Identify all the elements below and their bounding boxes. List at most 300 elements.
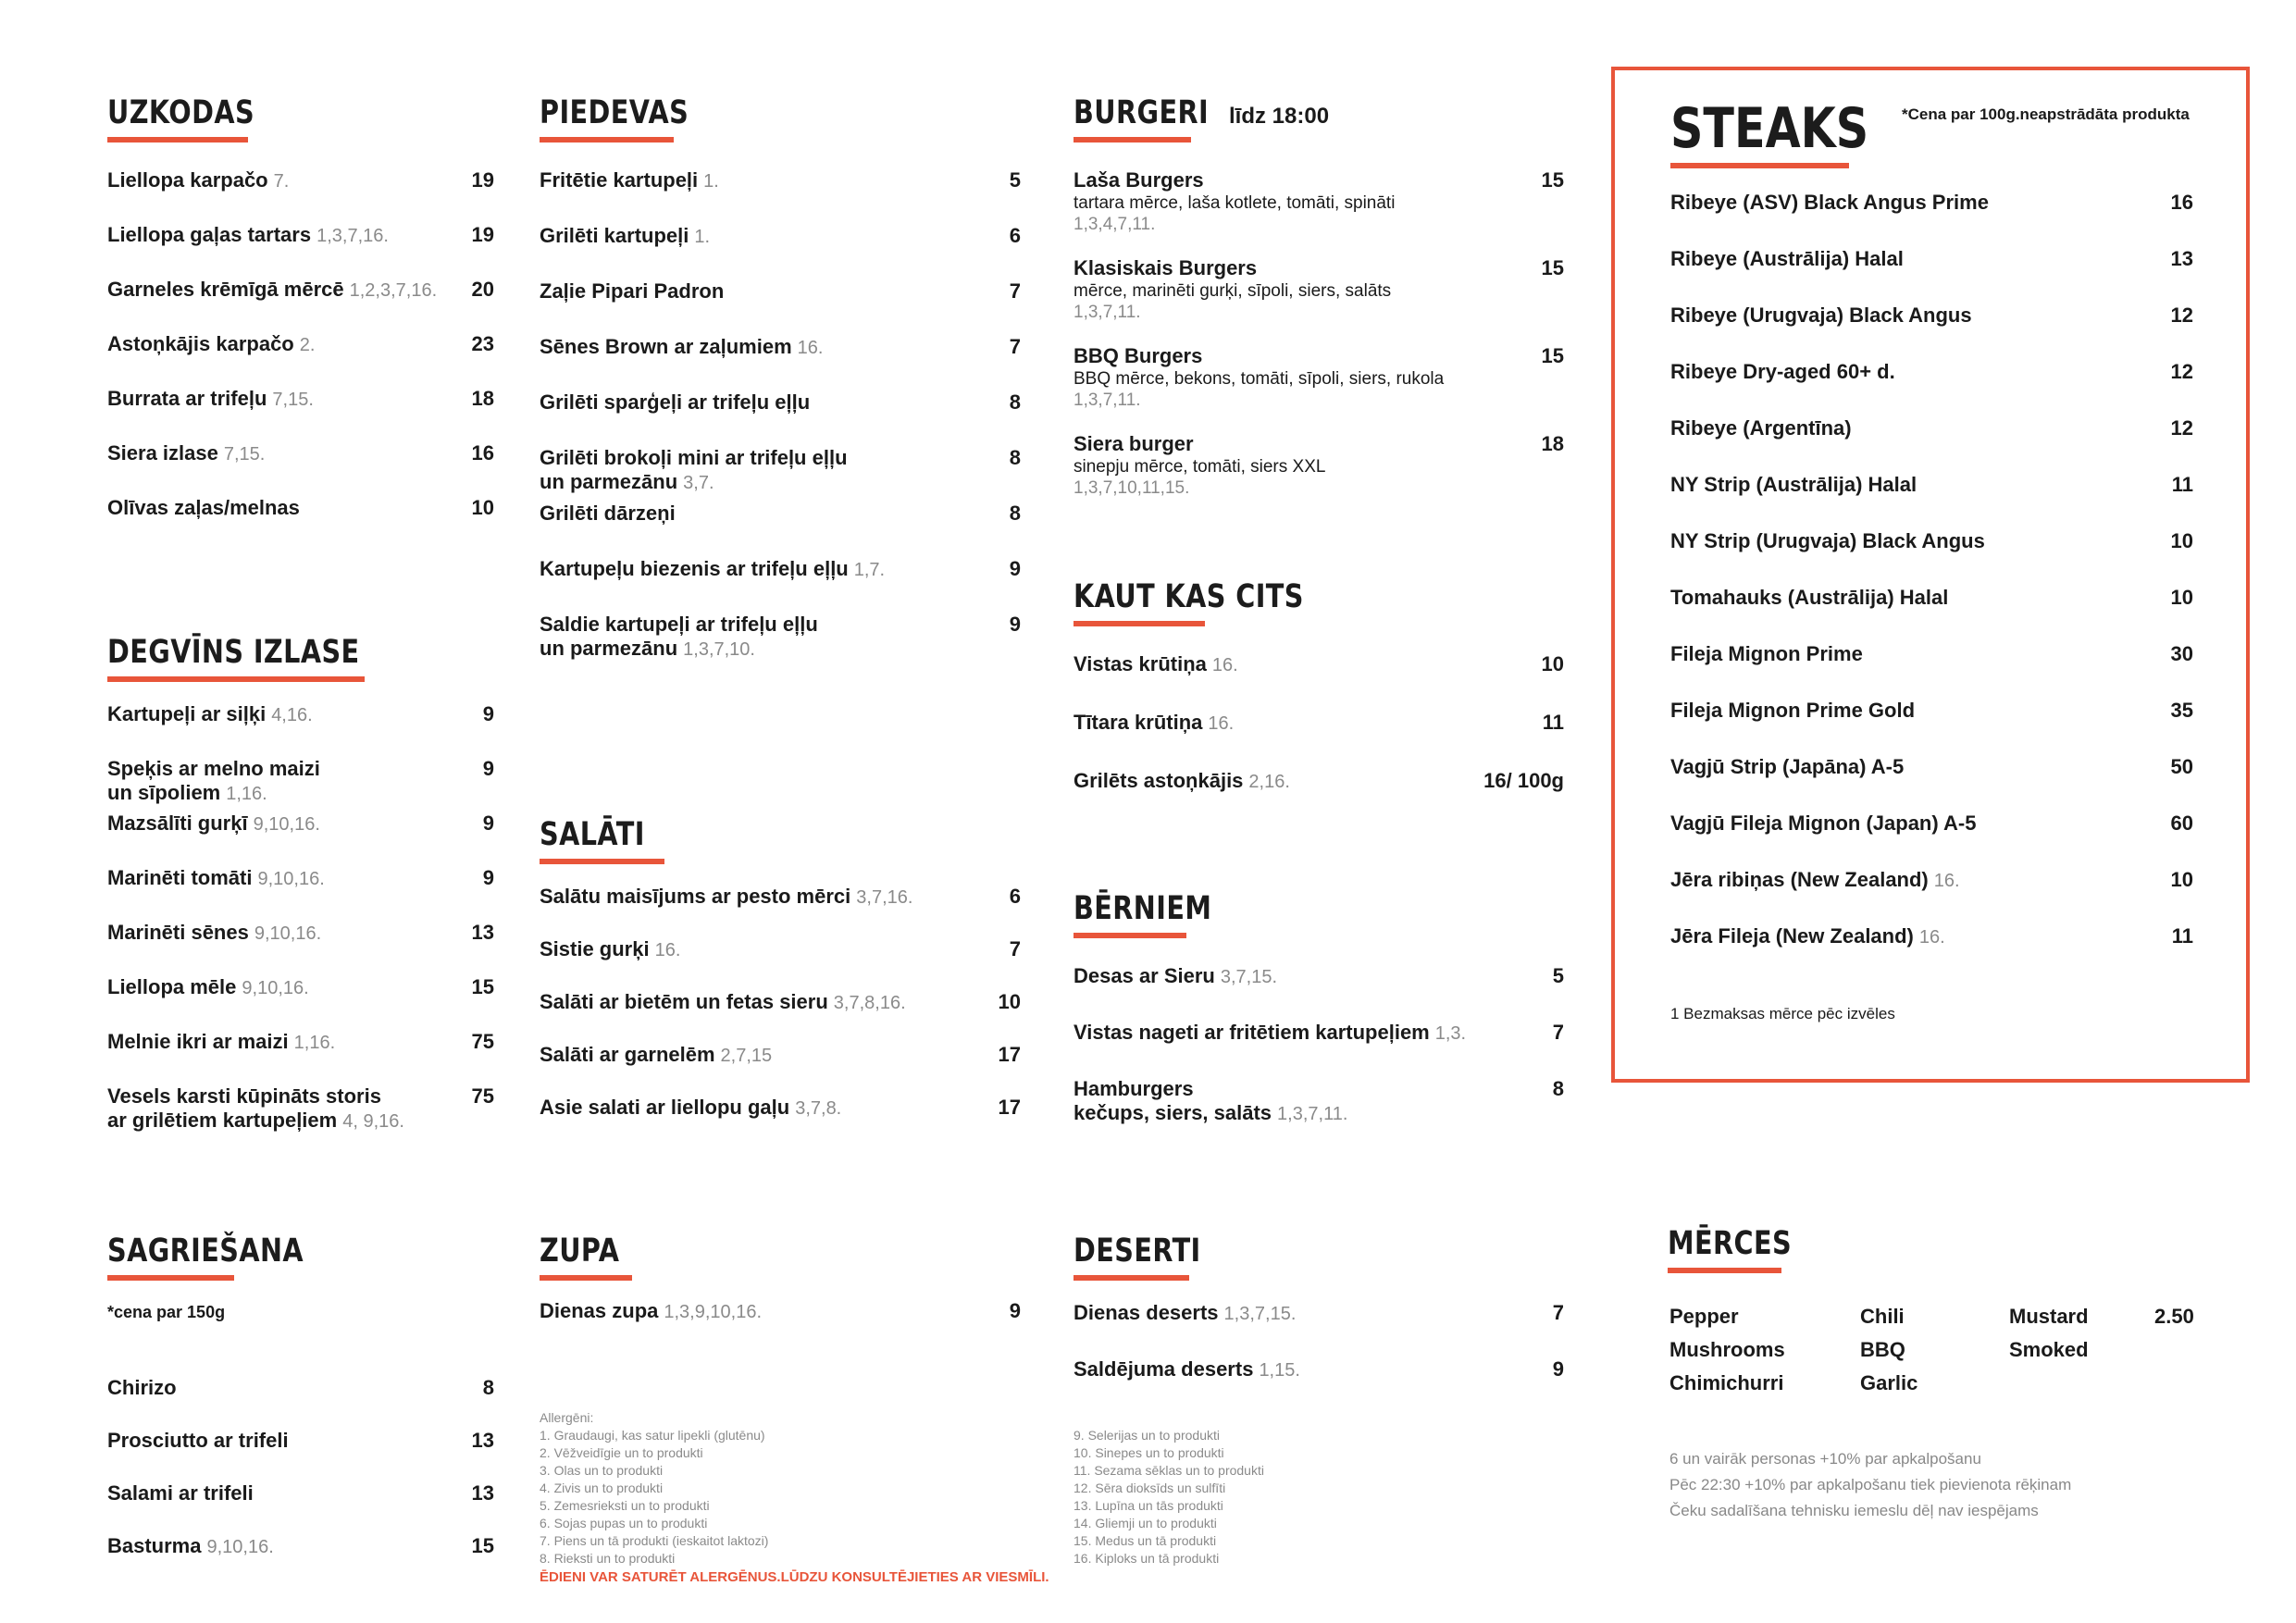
- berniem-heading: BĒRNIEM: [1074, 890, 1212, 927]
- text-line: Smoked: [2009, 1338, 2089, 1361]
- item-price: 9: [482, 702, 494, 725]
- item-allergens: 1,3,7,11.: [1074, 303, 1141, 322]
- item-name: Kartupeļi ar siļķi: [107, 702, 267, 725]
- heading-underline: [1668, 1268, 1781, 1273]
- item-name: Vagjū Strip (Japāna) A-5: [1670, 755, 1905, 778]
- item-name: Zaļie Pipari Padron: [540, 279, 725, 303]
- text-line: 8. Rieksti un to produkti: [540, 1551, 676, 1566]
- steaks-footer: 1 Bezmaksas mērce pēc izvēles: [1670, 1005, 1895, 1022]
- text-line: Mushrooms: [1669, 1338, 1785, 1361]
- item-allergens: 2,7,15: [720, 1046, 773, 1066]
- item-allergens: 16.: [1918, 927, 1945, 948]
- menu-item: [1670, 812, 2193, 836]
- menu-item: [1074, 432, 1564, 499]
- item-price: 16: [471, 441, 494, 465]
- item-price: 15: [1541, 256, 1564, 279]
- item-price: 13: [471, 1429, 494, 1452]
- item-name: Grilēti dārzeņi: [540, 502, 676, 525]
- menu-item: [107, 168, 494, 193]
- merces-col3: [2009, 1300, 2089, 1367]
- item-price: 8: [482, 1376, 494, 1399]
- item-price: 9: [482, 812, 494, 835]
- zupa-heading: ZUPA: [540, 1233, 620, 1270]
- item-allergens: 9,10,16.: [253, 814, 320, 835]
- item-name-line2: un sīpoliem: [107, 781, 221, 804]
- menu-item: [1074, 711, 1564, 736]
- text-line: 10. Sinepes un to produkti: [1074, 1445, 1224, 1460]
- item-allergens: 1.: [694, 227, 711, 247]
- item-price: 10: [1541, 652, 1564, 675]
- text-line: 16. Kiploks un tā produkti: [1074, 1551, 1220, 1566]
- item-price: 15: [471, 1534, 494, 1557]
- menu-item: [1670, 868, 2193, 893]
- menu-item: [1074, 769, 1564, 794]
- menu-item: [107, 812, 494, 836]
- menu-item: [1670, 416, 2193, 440]
- item-name: Grilēti sparģeļi ar trifeļu eļļu: [540, 390, 811, 414]
- item-allergens: 1,3,7,15.: [1223, 1304, 1297, 1324]
- item-name: Vistas krūtiņa: [1074, 652, 1207, 675]
- item-price: 9: [482, 866, 494, 889]
- item-price: 6: [1009, 885, 1021, 908]
- item-price: 5: [1009, 168, 1021, 192]
- heading-underline: [540, 1275, 632, 1281]
- text-line: 11. Sezama sēklas un to produkti: [1074, 1463, 1264, 1478]
- text-line: 14. Gliemji un to produkti: [1074, 1516, 1217, 1530]
- item-allergens: 3,7,15.: [1220, 967, 1278, 987]
- menu-item: [540, 1299, 1021, 1324]
- item-price: 7: [1552, 1021, 1564, 1044]
- item-name: Grilēts astoņkājis: [1074, 769, 1244, 792]
- menu-item: [107, 1534, 494, 1559]
- item-price: 16: [2170, 191, 2193, 214]
- item-price: 9: [1009, 613, 1021, 636]
- item-name: Olīvas zaļas/melnas: [107, 496, 300, 519]
- item-price: 35: [2170, 699, 2193, 722]
- item-name: Jēra Fileja (New Zealand): [1670, 924, 1914, 948]
- allergens-right: [1074, 1427, 1425, 1567]
- item-name: Marinēti tomāti: [107, 866, 253, 889]
- steaks-note: *Cena par 100g.neapstrādāta produkta: [1902, 105, 2190, 123]
- text-line: Mustard: [2009, 1305, 2089, 1328]
- item-allergens: 1,3,7,11.: [1074, 390, 1141, 410]
- text-line: 12. Sēra dioksīds un sulfīti: [1074, 1481, 1226, 1495]
- menu-item: [1670, 755, 2193, 779]
- item-price: 23: [471, 332, 494, 355]
- uzkodas-section: [107, 93, 494, 551]
- menu-item: [540, 613, 1021, 662]
- menu-item: [1670, 642, 2193, 666]
- item-name: Astoņkājis karpačo: [107, 332, 294, 355]
- item-allergens: 9,10,16.: [242, 978, 309, 998]
- item-price: 5: [1552, 964, 1564, 987]
- item-price: 10: [998, 990, 1021, 1013]
- menu-item: [1074, 256, 1564, 323]
- item-price: 19: [471, 168, 494, 192]
- text-line: 7. Piens un tā produkti (ieskaitot laktozi): [540, 1533, 769, 1548]
- item-price: 13: [2170, 247, 2193, 270]
- item-price: 18: [471, 387, 494, 410]
- item-price: 10: [2170, 529, 2193, 552]
- text-line: 6. Sojas pupas un to produkti: [540, 1516, 708, 1530]
- item-name: Vistas nageti ar fritētiem kartupeļiem: [1074, 1021, 1430, 1044]
- item-name: Asie salati ar liellopu gaļu: [540, 1096, 790, 1119]
- menu-item: [540, 937, 1021, 962]
- text-line: 6 un vairāk personas +10% par apkalpošanu: [1669, 1450, 1981, 1468]
- menu-item: [540, 1096, 1021, 1121]
- menu-item: [540, 446, 1021, 495]
- item-name: Siera izlase: [107, 441, 218, 465]
- item-price: 11: [2171, 924, 2193, 948]
- item-price: 19: [471, 223, 494, 246]
- heading-underline: [1074, 933, 1186, 938]
- item-name: Salāti ar garnelēm: [540, 1043, 715, 1066]
- item-name: Hamburgers: [1074, 1077, 1194, 1100]
- text-line: Garlic: [1860, 1371, 1918, 1394]
- degvins-list: [107, 702, 494, 1139]
- item-price: 20: [471, 278, 494, 301]
- item-price: 10: [2170, 586, 2193, 609]
- menu-item: [540, 990, 1021, 1015]
- text-line: 4. Zivis un to produkti: [540, 1481, 664, 1495]
- item-price: 15: [1541, 168, 1564, 192]
- uzkodas-list: [107, 168, 494, 551]
- allergens-heading: Allergēni:: [540, 1410, 594, 1425]
- menu-item: [1670, 304, 2193, 328]
- menu-item: [540, 1043, 1021, 1068]
- item-price: 10: [2170, 868, 2193, 891]
- item-allergens: 1,3,7,10.: [683, 639, 755, 660]
- item-name: Dienas zupa: [540, 1299, 659, 1322]
- item-name: Sēnes Brown ar zaļumiem: [540, 335, 792, 358]
- item-price: 7: [1552, 1301, 1564, 1324]
- item-allergens: 1,3,7,11.: [1277, 1104, 1348, 1124]
- menu-item: [107, 332, 494, 357]
- item-allergens: 1,15.: [1259, 1360, 1300, 1381]
- menu-item: [107, 1429, 494, 1453]
- item-name: Ribeye Dry-aged 60+ d.: [1670, 360, 1895, 383]
- steaks-list: [1670, 191, 2193, 981]
- item-name-line2: kečups, siers, salāts: [1074, 1101, 1272, 1124]
- menu-item: [1670, 924, 2193, 949]
- steaks-box: [1611, 67, 2250, 1083]
- sagriesana-list: [107, 1376, 494, 1587]
- burgeri-subtitle: līdz 18:00: [1229, 104, 1330, 129]
- item-allergens: 1,3,7,16.: [316, 226, 389, 246]
- text-line: 13. Lupīna un tās produkti: [1074, 1498, 1223, 1513]
- item-name: Liellopa karpačo: [107, 168, 268, 192]
- item-description: tartara mērce, laša kotlete, tomāti, spināti: [1074, 193, 1396, 213]
- merces-heading: MĒRCES: [1668, 1225, 1793, 1262]
- item-allergens: 1.: [703, 171, 719, 192]
- menu-item: [107, 921, 494, 946]
- menu-item: [540, 279, 1021, 304]
- merces-col1: [1669, 1300, 1785, 1400]
- item-price: 30: [2170, 642, 2193, 665]
- menu-item: [540, 885, 1021, 910]
- menu-item: [540, 224, 1021, 249]
- item-allergens: 1,7.: [853, 560, 886, 580]
- item-allergens: 9,10,16.: [257, 869, 325, 889]
- heading-underline: [1074, 1275, 1189, 1281]
- item-description: mērce, marinēti gurķi, sīpoli, siers, salāts: [1074, 281, 1392, 301]
- item-name: Sistie gurķi: [540, 937, 650, 960]
- item-name: Fileja Mignon Prime: [1670, 642, 1863, 665]
- text-line: 1. Graudaugi, kas satur lipekli (glutēnu): [540, 1428, 765, 1443]
- text-line: Chimichurri: [1669, 1371, 1784, 1394]
- item-name: Desas ar Sieru: [1074, 964, 1215, 987]
- menu-item: [107, 496, 494, 520]
- item-name: Klasiskais Burgers: [1074, 256, 1258, 279]
- item-allergens: 1,3,9,10,16.: [664, 1302, 763, 1322]
- item-price: 50: [2170, 755, 2193, 778]
- item-allergens: 4,16.: [271, 705, 313, 725]
- menu-item: [1074, 168, 1564, 235]
- item-name: Saldie kartupeļi ar trifeļu eļļu: [540, 613, 818, 636]
- menu-item: [107, 975, 494, 1000]
- item-name: Ribeye (Argentīna): [1670, 416, 1852, 440]
- kaut-section: [1074, 576, 1564, 827]
- deserti-section: [1074, 1231, 1564, 1414]
- menu-item: [540, 390, 1021, 415]
- item-allergens: 16.: [797, 338, 824, 358]
- menu-item: [1074, 652, 1564, 677]
- item-name-line2: un parmezānu: [540, 637, 678, 660]
- item-price: 7: [1009, 335, 1021, 358]
- item-name: Marinēti sēnes: [107, 921, 249, 944]
- heading-underline: [1074, 621, 1205, 626]
- item-allergens: 9,10,16.: [206, 1537, 274, 1557]
- item-allergens: 16.: [1211, 655, 1238, 675]
- menu-item: [540, 557, 1021, 582]
- item-name: Speķis ar melno maizi: [107, 757, 320, 780]
- item-name: Dienas deserts: [1074, 1301, 1219, 1324]
- menu-item: [1074, 1021, 1564, 1046]
- menu-item: [107, 702, 494, 727]
- item-allergens: 1,3,7,10,11,15.: [1074, 478, 1190, 498]
- item-name-line2: un parmezānu: [540, 470, 678, 493]
- berniem-section: [1074, 888, 1564, 1134]
- menu-item: [1670, 247, 2193, 271]
- item-allergens: 16.: [654, 940, 681, 960]
- menu-item: [107, 278, 494, 303]
- item-name: Kartupeļu biezenis ar trifeļu eļļu: [540, 557, 849, 580]
- merces-price: 2.50: [2154, 1305, 2194, 1328]
- salati-section: [540, 814, 1021, 1148]
- menu-item: [107, 441, 494, 466]
- item-allergens: 1,3,4,7,11.: [1074, 215, 1156, 234]
- item-price: 12: [2170, 304, 2193, 327]
- salati-heading: SALĀTI: [540, 816, 645, 853]
- text-line: BBQ: [1860, 1338, 1905, 1361]
- heading-underline: [107, 1275, 234, 1281]
- menu-item: [540, 502, 1021, 526]
- item-allergens: 3,7.: [683, 473, 714, 493]
- menu-item: [540, 335, 1021, 360]
- item-name: Jēra ribiņas (New Zealand): [1670, 868, 1929, 891]
- kaut-heading: KAUT KAS CITS: [1074, 578, 1304, 615]
- heading-underline: [540, 137, 674, 142]
- burgeri-section: [1074, 93, 1564, 520]
- item-name: Chirizo: [107, 1376, 177, 1399]
- item-name-line2: ar grilētiem kartupeļiem: [107, 1109, 338, 1132]
- menu-item: [1670, 473, 2193, 497]
- menu-item: [107, 1481, 494, 1505]
- text-line: Chili: [1860, 1305, 1905, 1328]
- menu-item: [1074, 344, 1564, 411]
- allergens-left-list: [540, 1427, 1039, 1567]
- text-line: 2. Vēžveidīgie un to produkti: [540, 1445, 703, 1460]
- item-description: sinepju mērce, tomāti, siers XXL: [1074, 457, 1326, 477]
- item-price: 75: [471, 1030, 494, 1053]
- item-name: Salātu maisījums ar pesto mērci: [540, 885, 851, 908]
- burgeri-list: [1074, 168, 1564, 520]
- text-line: 15. Medus un tā produkti: [1074, 1533, 1217, 1548]
- item-price: 60: [2170, 812, 2193, 835]
- kaut-list: [1074, 652, 1564, 827]
- item-name: Salāti ar bietēm un fetas sieru: [540, 990, 828, 1013]
- menu-item: [107, 1376, 494, 1400]
- heading-underline: [540, 859, 664, 864]
- item-name: Liellopa gaļas tartars: [107, 223, 312, 246]
- item-name: Laša Burgers: [1074, 168, 1204, 192]
- item-price: 8: [1009, 502, 1021, 525]
- menu-item: [540, 168, 1021, 193]
- heading-underline: [107, 676, 365, 682]
- item-name: Tītara krūtiņa: [1074, 711, 1203, 734]
- zupa-section: [540, 1231, 1021, 1352]
- item-allergens: 1,2,3,7,16.: [349, 280, 438, 301]
- sagriesana-heading: SAGRIEŠANA: [107, 1233, 304, 1270]
- item-name: Grilēti brokoļi mini ar trifeļu eļļu: [540, 446, 848, 469]
- menu-item: [1074, 1357, 1564, 1382]
- menu-item: [1074, 964, 1564, 989]
- item-price: 75: [471, 1084, 494, 1108]
- item-name: BBQ Burgers: [1074, 344, 1203, 367]
- item-allergens: 16.: [1208, 713, 1235, 734]
- berniem-list: [1074, 964, 1564, 1134]
- sagriesana-section: [107, 1231, 494, 1587]
- item-allergens: 1,16.: [226, 784, 267, 804]
- item-allergens: 9,10,16.: [254, 923, 322, 944]
- menu-item: [107, 1084, 494, 1134]
- allergens-right-list: [1074, 1427, 1425, 1567]
- item-price: 15: [1541, 344, 1564, 367]
- menu-item: [1670, 529, 2193, 553]
- item-name: NY Strip (Austrālija) Halal: [1670, 473, 1917, 496]
- item-price: 7: [1009, 279, 1021, 303]
- degvins-section: [107, 632, 494, 1139]
- merces-col2: [1860, 1300, 1917, 1400]
- menu-item: [1670, 191, 2193, 215]
- item-name: Salami ar trifeli: [107, 1481, 254, 1505]
- item-allergens: 16.: [1933, 871, 1960, 891]
- menu-item: [1670, 360, 2193, 384]
- item-price: 10: [471, 496, 494, 519]
- text-line: Pepper: [1669, 1305, 1739, 1328]
- text-line: 5. Zemesrieksti un to produkti: [540, 1498, 710, 1513]
- item-price: 11: [2171, 473, 2193, 496]
- menu-item: [1074, 1077, 1564, 1126]
- item-name: Prosciutto ar trifeli: [107, 1429, 289, 1452]
- item-name: Ribeye (Urugvaja) Black Angus: [1670, 304, 1972, 327]
- item-price: 9: [1009, 1299, 1021, 1322]
- item-allergens: 1,3.: [1434, 1023, 1467, 1044]
- item-price: 8: [1009, 390, 1021, 414]
- deserti-heading: DESERTI: [1074, 1233, 1201, 1270]
- item-price: 8: [1009, 446, 1021, 469]
- steaks-heading: STEAKS: [1670, 96, 1869, 161]
- menu-item: [107, 866, 494, 891]
- item-price: 9: [1009, 557, 1021, 580]
- item-allergens: 7.: [273, 171, 290, 192]
- sagriesana-note: *cena par 150g: [107, 1303, 226, 1321]
- item-name: Grilēti kartupeļi: [540, 224, 689, 247]
- item-price: 9: [1552, 1357, 1564, 1381]
- item-price: 17: [998, 1096, 1021, 1119]
- item-name: Garneles krēmīgā mērcē: [107, 278, 344, 301]
- uzkodas-heading: UZKODAS: [107, 94, 255, 131]
- item-price: 17: [998, 1043, 1021, 1066]
- menu-item: [1074, 1301, 1564, 1326]
- zupa-list: [540, 1299, 1021, 1352]
- text-line: Pēc 22:30 +10% par apkalpošanu tiek pievienota rēķinam: [1669, 1476, 2072, 1493]
- item-price: 16/ 100g: [1483, 769, 1564, 792]
- item-price: 9: [482, 757, 494, 780]
- item-name: Melnie ikri ar maizi: [107, 1030, 289, 1053]
- item-name: Vesels karsti kūpināts storis: [107, 1084, 381, 1108]
- menu-item: [107, 1030, 494, 1055]
- deserti-list: [1074, 1301, 1564, 1414]
- piedevas-list: [540, 168, 1021, 668]
- item-name: Mazsālīti gurķī: [107, 812, 248, 835]
- steaks-section: [1670, 96, 2193, 981]
- item-name: Siera burger: [1074, 432, 1194, 455]
- item-name: Fritētie kartupeļi: [540, 168, 699, 192]
- item-allergens: 2.: [299, 335, 316, 355]
- burgeri-heading: BURGERI: [1074, 94, 1210, 131]
- menu-item: [107, 223, 494, 248]
- item-name: Vagjū Fileja Mignon (Japan) A-5: [1670, 812, 1977, 835]
- item-name: Ribeye (ASV) Black Angus Prime: [1670, 191, 1989, 214]
- item-name: Fileja Mignon Prime Gold: [1670, 699, 1916, 722]
- item-allergens: 3,7,16.: [856, 887, 913, 908]
- text-line: 9. Selerijas un to produkti: [1074, 1428, 1220, 1443]
- item-price: 7: [1009, 937, 1021, 960]
- piedevas-section: [540, 93, 1021, 668]
- degvins-heading: DEGVĪNS IZLASE: [107, 634, 360, 671]
- item-name: NY Strip (Urugvaja) Black Angus: [1670, 529, 1985, 552]
- item-price: 13: [471, 1481, 494, 1505]
- menu-item: [107, 757, 494, 806]
- item-name: Liellopa mēle: [107, 975, 237, 998]
- salati-list: [540, 885, 1021, 1148]
- heading-underline: [1074, 137, 1191, 142]
- text-line: 3. Olas un to produkti: [540, 1463, 664, 1478]
- text-line: Čeku sadalīšana tehnisku iemeslu dēļ nav iespējams: [1669, 1502, 2039, 1519]
- item-price: 18: [1541, 432, 1564, 455]
- heading-underline: [1670, 163, 1849, 168]
- merces-section: [1668, 1223, 2223, 1273]
- item-allergens: 4, 9,16.: [342, 1111, 404, 1132]
- allergens-left: [540, 1409, 1049, 1585]
- item-price: 12: [2170, 360, 2193, 383]
- item-price: 8: [1552, 1077, 1564, 1100]
- item-allergens: 7,15.: [272, 390, 314, 410]
- item-name: Ribeye (Austrālija) Halal: [1670, 247, 1904, 270]
- item-price: 6: [1009, 224, 1021, 247]
- allergens-warning: ĒDIENI VAR SATURĒT ALERGĒNUS.LŪDZU KONSULTĒJIETIES AR VIESMĪLI.: [540, 1569, 1049, 1585]
